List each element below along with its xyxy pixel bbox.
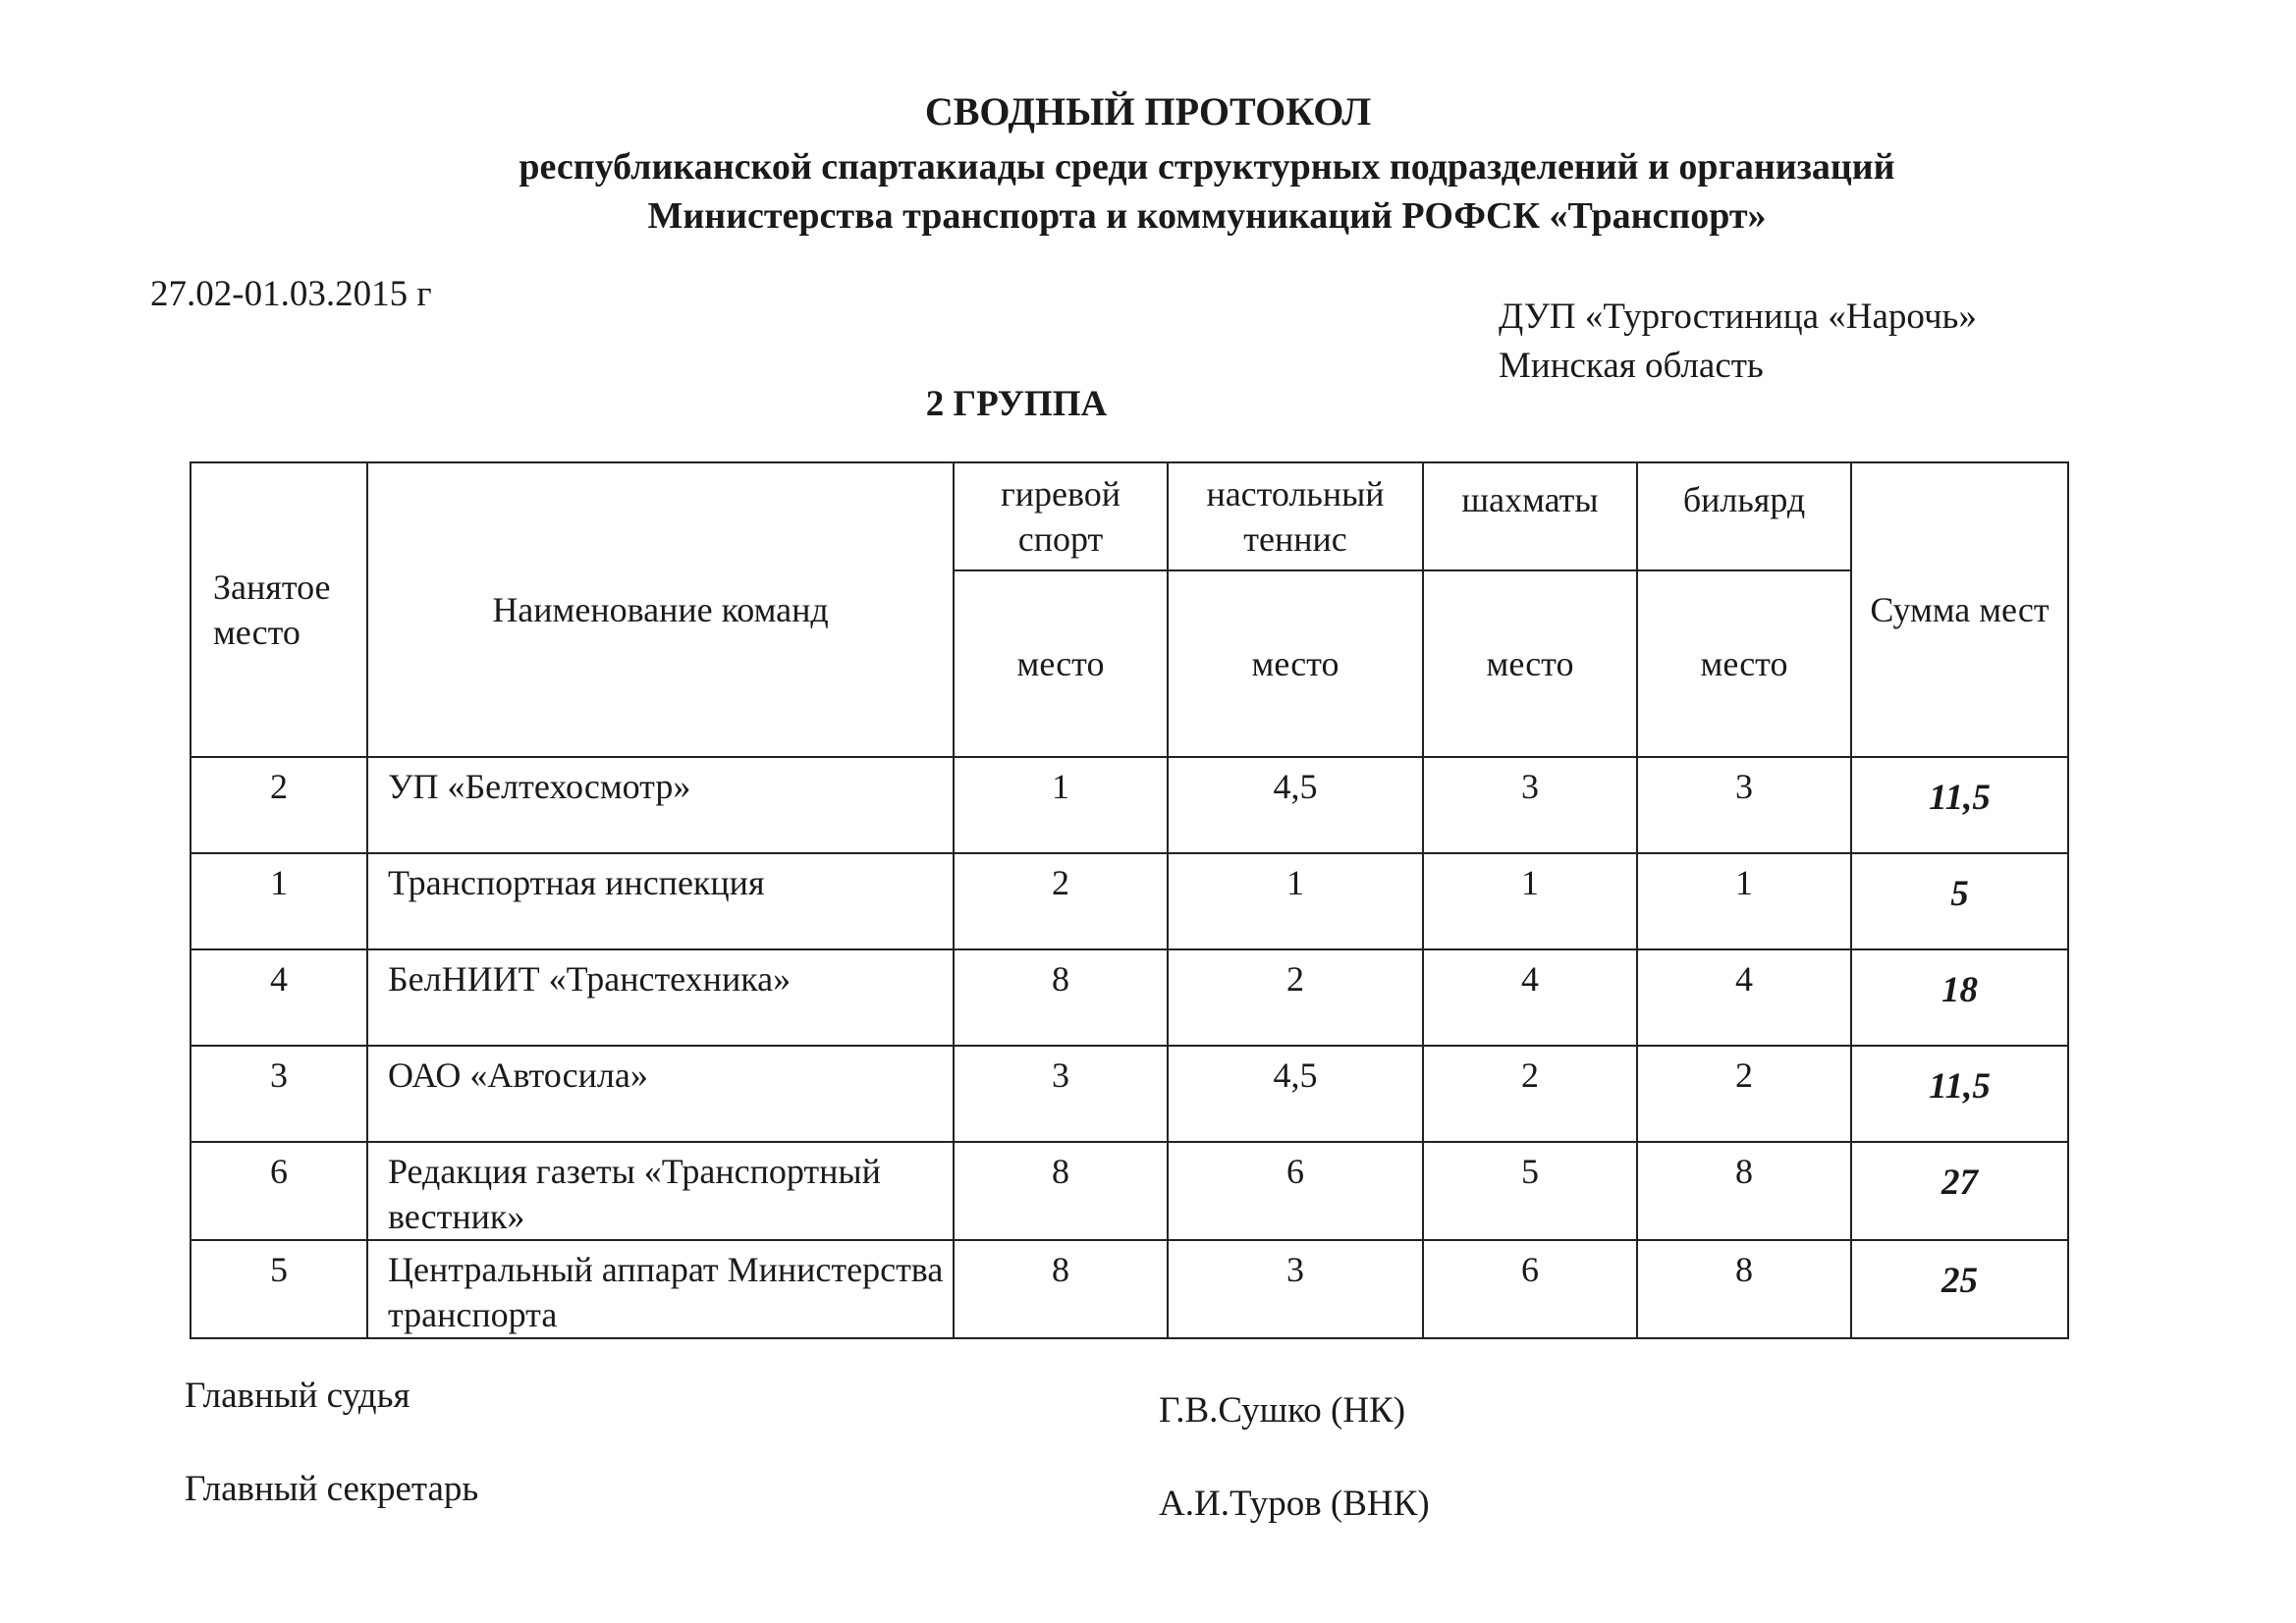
header-sport-table-tennis: настольный теннис — [1168, 462, 1423, 570]
row-place: 1 — [191, 853, 367, 949]
header-sub-place: место — [1423, 570, 1637, 757]
table-row — [191, 1046, 2068, 1142]
event-venue — [1499, 293, 1977, 391]
row-team: Редакция газеты «Транспортный вестник» — [367, 1142, 954, 1240]
document-subtitle-line2: Министерства транспорта и коммуникаций РОФСК «Транспорт» — [647, 195, 1767, 237]
row-team: УП «Белтехосмотр» — [367, 757, 954, 853]
row-score: 2 — [954, 853, 1168, 949]
row-team: БелНИИТ «Транстехника» — [367, 949, 954, 1046]
row-place: 5 — [191, 1240, 367, 1338]
row-score: 3 — [1168, 1240, 1423, 1338]
venue-region: Минская область — [1499, 346, 1764, 386]
event-dates: 27.02-01.03.2015 г — [150, 274, 432, 314]
header-total: Сумма мест — [1851, 462, 2068, 757]
row-place: 6 — [191, 1142, 367, 1240]
header-sub-place: место — [1168, 570, 1423, 757]
row-score: 1 — [1423, 853, 1637, 949]
row-score: 4,5 — [1168, 1046, 1423, 1142]
row-score: 8 — [1637, 1240, 1851, 1338]
row-score: 4,5 — [1168, 757, 1423, 853]
header-sub-place: место — [954, 570, 1168, 757]
row-score: 8 — [954, 1142, 1168, 1240]
document-subtitle-line1: республиканской спартакиады среди структурных подразделений и организаций — [519, 146, 1895, 188]
row-place: 3 — [191, 1046, 367, 1142]
chief-secretary-name: А.И.Туров (ВНК) — [1159, 1484, 1430, 1524]
row-score: 5 — [1423, 1142, 1637, 1240]
row-score: 3 — [1423, 757, 1637, 853]
row-place: 2 — [191, 757, 367, 853]
row-total: 18 — [1851, 949, 2068, 1046]
row-place: 4 — [191, 949, 367, 1046]
row-score: 8 — [954, 949, 1168, 1046]
chief-judge-name: Г.В.Сушко (НК) — [1159, 1390, 1406, 1431]
table-row — [191, 853, 2068, 949]
header-team: Наименование команд — [367, 462, 954, 757]
group-heading: 2 ГРУППА — [925, 384, 1108, 424]
row-score: 3 — [1637, 757, 1851, 853]
row-score: 6 — [1423, 1240, 1637, 1338]
row-score: 6 — [1168, 1142, 1423, 1240]
chief-judge-label: Главный судья — [185, 1376, 410, 1416]
row-total: 25 — [1851, 1240, 2068, 1338]
row-total: 11,5 — [1851, 1046, 2068, 1142]
row-team: ОАО «Автосила» — [367, 1046, 954, 1142]
header-sport-billiards: бильярд — [1637, 462, 1851, 570]
header-sub-place: место — [1637, 570, 1851, 757]
row-team: Транспортная инспекция — [367, 853, 954, 949]
row-team: Центральный аппарат Министерства транспорта — [367, 1240, 954, 1338]
row-score: 2 — [1637, 1046, 1851, 1142]
row-score: 2 — [1168, 949, 1423, 1046]
row-score: 1 — [1637, 853, 1851, 949]
row-total: 11,5 — [1851, 757, 2068, 853]
row-score: 4 — [1637, 949, 1851, 1046]
table-row — [191, 949, 2068, 1046]
table-row — [191, 757, 2068, 853]
venue-name: ДУП «Тургостиница «Нарочь» — [1499, 297, 1977, 337]
table-row — [191, 1240, 2068, 1338]
row-score: 8 — [1637, 1142, 1851, 1240]
row-total: 5 — [1851, 853, 2068, 949]
table-row — [191, 1142, 2068, 1240]
row-score: 4 — [1423, 949, 1637, 1046]
chief-secretary-label: Главный секретарь — [185, 1469, 479, 1509]
header-sport-kettlebell: гиревой спорт — [954, 462, 1168, 570]
document-title: СВОДНЫЙ ПРОТОКОЛ — [924, 89, 1372, 134]
header-place: Занятое место — [191, 462, 367, 757]
row-total: 27 — [1851, 1142, 2068, 1240]
row-score: 8 — [954, 1240, 1168, 1338]
row-score: 2 — [1423, 1046, 1637, 1142]
row-score: 1 — [954, 757, 1168, 853]
row-score: 1 — [1168, 853, 1423, 949]
header-sport-chess: шахматы — [1423, 462, 1637, 570]
row-score: 3 — [954, 1046, 1168, 1142]
results-table — [190, 461, 2069, 1339]
